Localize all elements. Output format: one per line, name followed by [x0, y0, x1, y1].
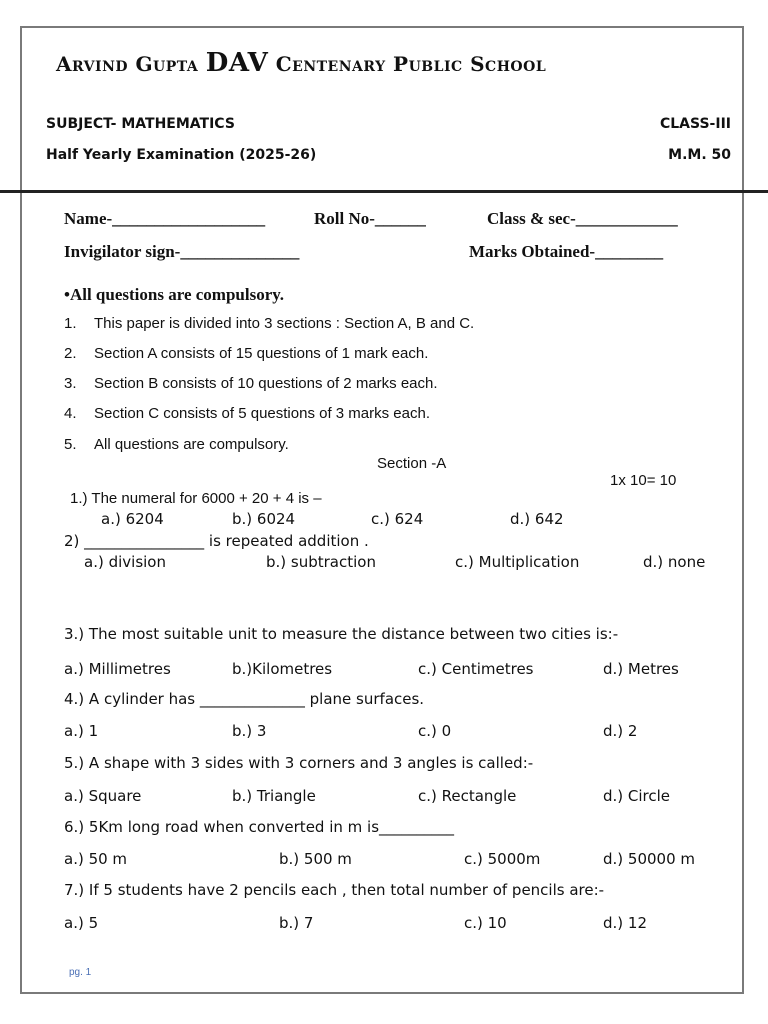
option-b[interactable]: b.) 7 [279, 914, 314, 932]
question-3: 3.) The most suitable unit to measure the distance between two cities is:- [64, 625, 619, 643]
invigilator-sign-field[interactable]: Invigilator sign-______________ [64, 242, 300, 261]
option-a[interactable]: a.) Square [64, 787, 142, 805]
instruction-number: 5. [64, 436, 77, 453]
question-4: 4.) A cylinder has ______________ plane surfaces. [64, 690, 425, 708]
instruction-text: Section B consists of 10 questions of 2 marks each. [94, 375, 438, 392]
option-c[interactable]: c.) 10 [464, 914, 507, 932]
section-title: Section -A [377, 455, 447, 472]
option-a[interactable]: a.) 50 m [64, 850, 128, 868]
question-2: 2) ________________ is repeated addition . [64, 532, 369, 550]
option-c[interactable]: c.) Rectangle [418, 787, 517, 805]
question-6: 6.) 5Km long road when converted in m is__________ [64, 818, 455, 836]
header-divider [0, 190, 768, 193]
option-d[interactable]: d.) 2 [603, 722, 638, 740]
exam-title: Half Yearly Examination (2025-26) [46, 147, 317, 163]
instruction-number: 4. [64, 405, 77, 422]
instruction-number: 1. [64, 315, 77, 332]
subject-label: SUBJECT- MATHEMATICS [46, 116, 235, 132]
max-marks: M.M. 50 [668, 147, 731, 163]
page-number: pg. 1 [69, 967, 92, 978]
question-7: 7.) If 5 students have 2 pencils each , then total number of pencils are:- [64, 881, 605, 899]
instruction-text: This paper is divided into 3 sections : Section A, B and C. [94, 315, 475, 332]
marks-obtained-field[interactable]: Marks Obtained-________ [469, 242, 664, 261]
instruction-text: All questions are compulsory. [94, 436, 289, 453]
question-5: 5.) A shape with 3 sides with 3 corners and 3 angles is called:- [64, 754, 534, 772]
school-name-part-1: Arvind Gupta [56, 52, 206, 76]
school-name-dav: DAV [205, 48, 269, 78]
option-a[interactable]: a.) Millimetres [64, 660, 171, 678]
section-marks: 1x 10= 10 [610, 472, 677, 489]
option-b[interactable]: b.) subtraction [266, 553, 376, 571]
option-c[interactable]: c.) Centimetres [418, 660, 534, 678]
option-a[interactable]: a.) 6204 [101, 510, 164, 528]
name-field[interactable]: Name-__________________ [64, 209, 266, 228]
option-c[interactable]: c.) 0 [418, 722, 452, 740]
roll-no-field[interactable]: Roll No-______ [314, 209, 426, 228]
option-b[interactable]: b.) 6024 [232, 510, 296, 528]
option-c[interactable]: c.) 624 [371, 510, 424, 528]
instructions-title: •All questions are compulsory. [64, 285, 285, 304]
option-d[interactable]: d.) 12 [603, 914, 647, 932]
option-a[interactable]: a.) 1 [64, 722, 99, 740]
option-b[interactable]: b.) 3 [232, 722, 267, 740]
instruction-number: 2. [64, 345, 77, 362]
option-d[interactable]: d.) 50000 m [603, 850, 696, 868]
instruction-text: Section A consists of 15 questions of 1 mark each. [94, 345, 429, 362]
option-d[interactable]: d.) none [643, 553, 706, 571]
school-name-part-2: Centenary Public School [268, 52, 547, 76]
option-b[interactable]: b.) Triangle [232, 787, 316, 805]
option-b[interactable]: b.)Kilometres [232, 660, 333, 678]
instruction-text: Section C consists of 5 questions of 3 marks each. [94, 405, 430, 422]
option-d[interactable]: d.) Circle [603, 787, 671, 805]
option-b[interactable]: b.) 500 m [279, 850, 352, 868]
school-name [56, 48, 546, 78]
option-a[interactable]: a.) division [84, 553, 166, 571]
question-1: 1.) The numeral for 6000 + 20 + 4 is – [70, 490, 322, 507]
option-c[interactable]: c.) Multiplication [455, 553, 580, 571]
class-label: CLASS-III [659, 116, 731, 132]
option-d[interactable]: d.) 642 [510, 510, 564, 528]
class-sec-field[interactable]: Class & sec-____________ [487, 209, 678, 228]
option-c[interactable]: c.) 5000m [464, 850, 541, 868]
option-a[interactable]: a.) 5 [64, 914, 99, 932]
instruction-number: 3. [64, 375, 77, 392]
option-d[interactable]: d.) Metres [603, 660, 679, 678]
